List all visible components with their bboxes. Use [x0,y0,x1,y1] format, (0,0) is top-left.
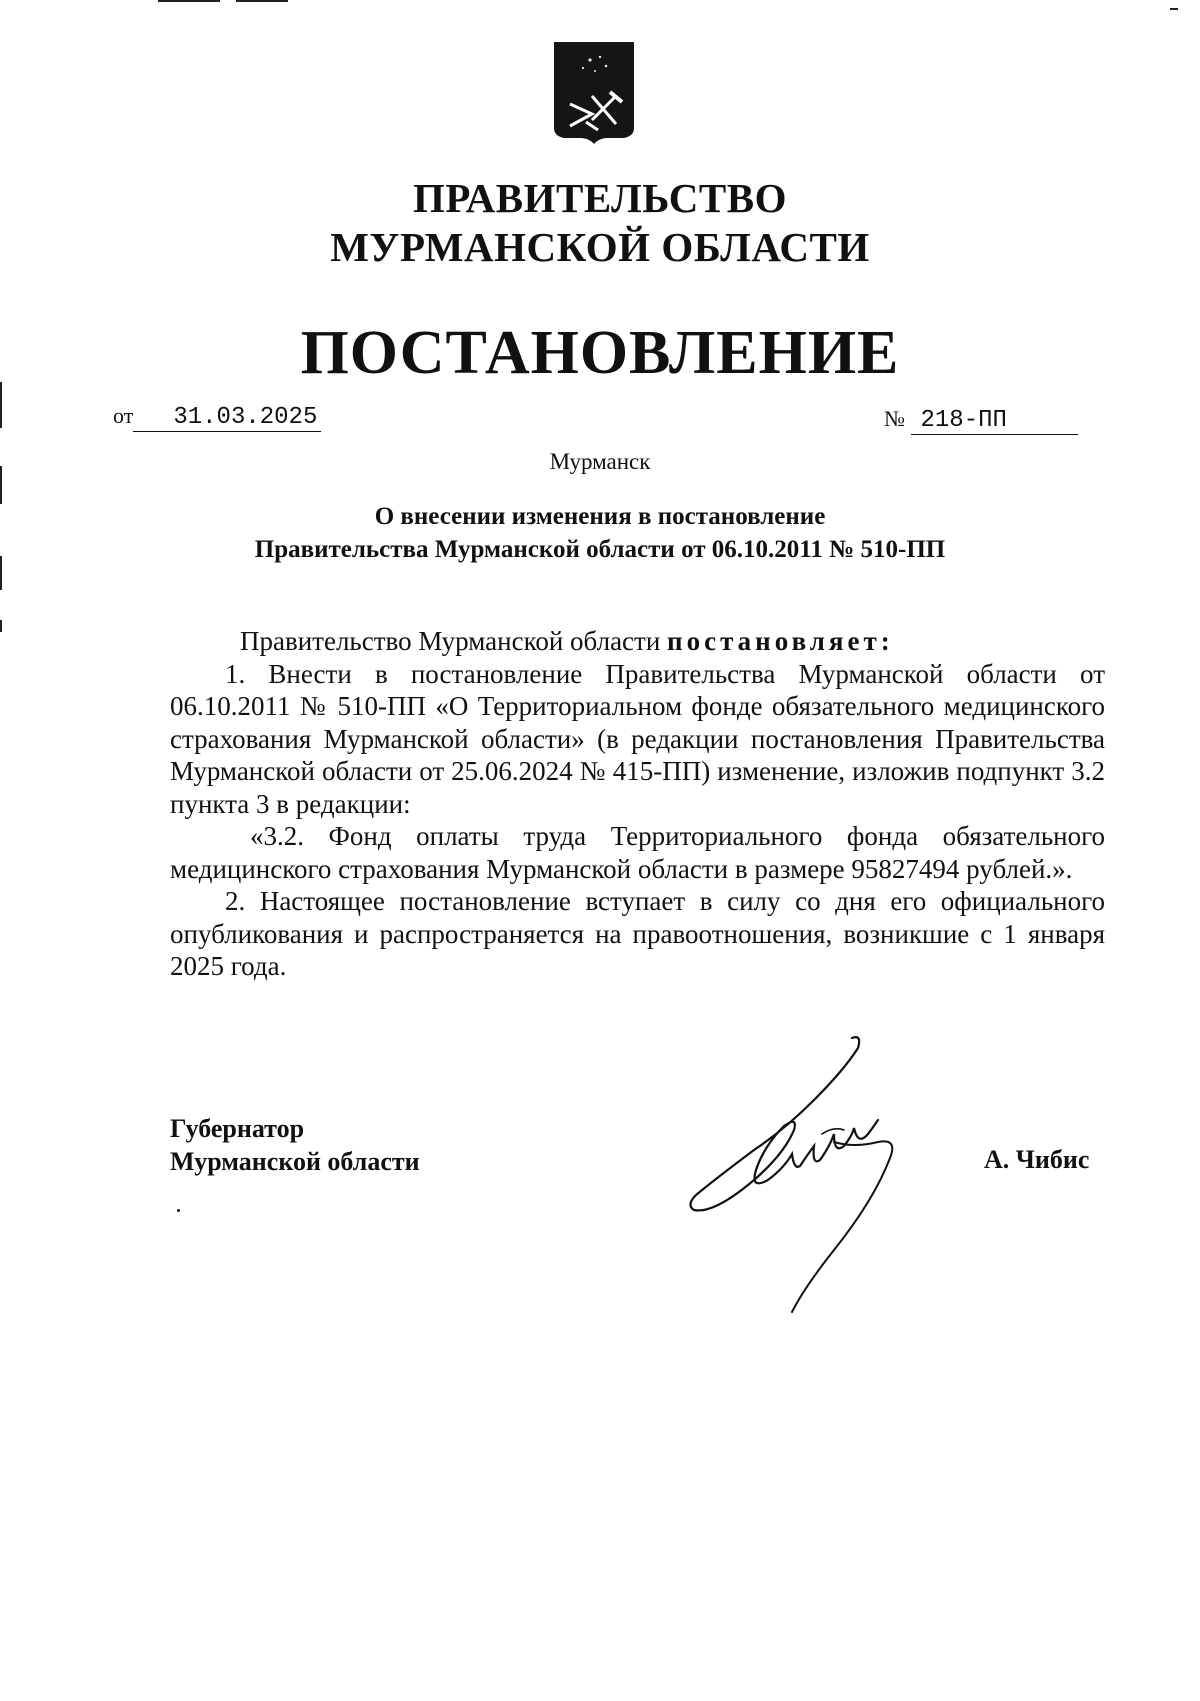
preamble-text: Правительство Мурманской области [240,626,661,656]
scan-mark-top [236,0,288,2]
coat-of-arms-icon [552,40,636,146]
preamble-verb: постановляет: [667,626,894,656]
document-number: 218-ПП [911,407,1078,435]
handwritten-signature [684,1030,914,1320]
scan-mark-left [0,382,2,428]
signer-position-line2: Мурманской области [170,1147,420,1176]
subject-line2: Правительства Мурманской области от 06.10.2011 № 510-ПП [254,536,946,563]
preamble [170,625,1105,658]
date-prefix: от [113,403,134,428]
date-line [113,403,321,432]
subject-line1: О внесении изменения в постановление [374,503,826,530]
document-subject [0,500,1200,566]
clause-2: 2. Настоящее постановление вступает в силу со дня его официального опубликования и распространяется на правоотношения, возникшие с 1 января 2025 года. [170,886,1105,981]
scan-mark-left [0,620,2,632]
stray-dot [177,1209,180,1212]
clause-1: 1. Внести в постановление Правительства Мурманской области от 06.10.2011 № 510-ПП «О Территориальном фонде обязательного медицинского страхования Мурманской области» (в редакции постановления Правительства Мурманской области от 25.06.2024 № 415-ПП) изменение, изложив подпункт 3.2 пункта 3 в редакции: [170,658,1105,819]
scan-mark-top [158,0,220,2]
city: Мурманск [549,449,651,474]
signer-position [170,1112,420,1178]
org-name-line1: ПРАВИТЕЛЬСТВО [412,175,788,221]
document-type: ПОСТАНОВЛЕНИЕ [300,319,900,387]
number-line [884,406,1078,435]
signer-name: А. Чибис [984,1145,1090,1174]
quoted-subclause: «3.2. Фонд оплаты труда Территориального фонда обязательного медицинского страхования Мурманской области в размере 95827494 рублей.». [170,821,1105,884]
document-body [170,625,1105,983]
number-prefix: № [884,406,905,431]
signer-position-line1: Губернатор [170,1114,305,1143]
scan-mark-right [1170,8,1178,10]
document-date: 31.03.2025 [133,404,321,432]
org-name-line2: МУРМАНСКОЙ ОБЛАСТИ [330,224,870,270]
